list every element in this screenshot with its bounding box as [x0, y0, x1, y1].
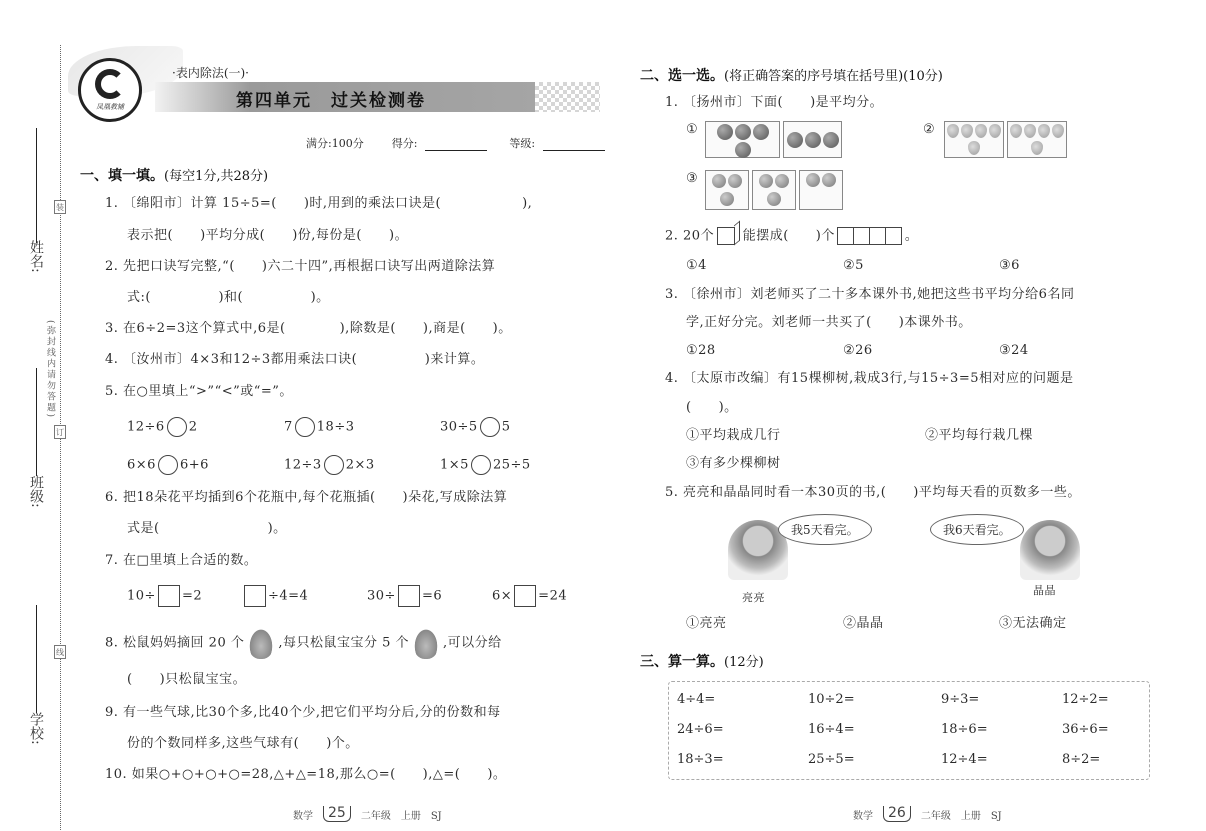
s1-q9-line2: 份的个数同样多,这些气球有( )个。 — [127, 736, 359, 751]
fill-box-input[interactable] — [398, 585, 420, 607]
compare-circle-input[interactable] — [471, 455, 491, 475]
calc-item: 12÷4= — [941, 752, 988, 767]
s1-q2-line1: 2. 先把口诀写完整,“( )六二十四”,再根据口诀写出两道除法算 — [105, 259, 496, 274]
fill-left: 10÷ — [127, 588, 156, 604]
tomato-group-box — [705, 170, 749, 210]
score-label: 得分: — [391, 137, 418, 150]
publisher-logo — [78, 58, 142, 122]
calc-item: 36÷6= — [1062, 722, 1109, 737]
s1-q6-line2: 式是( )。 — [127, 521, 287, 536]
logo-swirl-icon — [95, 69, 125, 99]
s2-q3-option[interactable]: ②26 — [843, 343, 873, 358]
s2-q5-option[interactable]: ①亮亮 — [686, 616, 727, 631]
grade-field[interactable] — [543, 139, 605, 151]
s2-q2-option[interactable]: ②5 — [843, 258, 864, 273]
class-label: 班级: — [28, 475, 44, 508]
score-field[interactable] — [425, 139, 487, 151]
compare-right: 2 — [188, 419, 198, 435]
checker-decoration — [535, 82, 600, 112]
school-label: 学校: — [28, 712, 44, 745]
strawberry-icon — [1010, 124, 1022, 138]
strawberry-icon — [1052, 124, 1064, 138]
cherry-icon — [787, 132, 803, 148]
strawberry-icon — [1038, 124, 1050, 138]
strawberry-group-box — [1007, 121, 1067, 158]
strawberry-icon — [947, 124, 959, 138]
margin-marker-mid: 订 — [54, 425, 66, 439]
s1-q1-line1: 1. 〔绵阳市〕计算 15÷5=( )时,用到的乘法口诀是( ), — [105, 196, 533, 211]
calc-item: 18÷3= — [677, 752, 724, 767]
s1-q6-line1: 6. 把18朵花平均插到6个花瓶中,每个花瓶插( )朵花,写成除法算 — [105, 490, 508, 505]
compare-left: 7 — [284, 419, 293, 435]
girl-name: 晶晶 — [1033, 584, 1056, 597]
calc-item: 18÷6= — [941, 722, 988, 737]
cherry-icon — [823, 132, 839, 148]
s2-q3-line1: 3. 〔徐州市〕刘老师买了二十多本课外书,她把这些书平均分给6名同 — [665, 287, 1075, 302]
q8-text-1: 8. 松鼠妈妈摘回 20 个 — [105, 635, 245, 651]
tomato-icon — [759, 174, 773, 188]
section1-title-text: 一、填一填。 — [80, 168, 164, 184]
cherry-icon — [805, 132, 821, 148]
fill-box-item — [492, 585, 567, 607]
strawberry-icon — [961, 124, 973, 138]
name-blank-line — [36, 128, 37, 243]
compare-circle-input[interactable] — [295, 417, 315, 437]
unit-subtitle: ·表内除法(一)· — [172, 66, 249, 80]
strawberry-icon — [968, 141, 980, 155]
q2-text-1: 2. 20个 — [665, 228, 715, 244]
compare-item — [127, 417, 198, 437]
section1-title — [80, 165, 268, 185]
compare-item — [127, 455, 209, 475]
s2-q4-line2: ( )。 — [686, 400, 738, 415]
s2-q4-line1: 4. 〔太原市改编〕有15棵柳树,栽成3行,与15÷3=5相对应的问题是 — [665, 371, 1074, 386]
cherry-icon — [717, 124, 733, 140]
compare-item — [440, 455, 531, 475]
pinecone-icon — [413, 627, 439, 659]
fill-box-item — [367, 585, 442, 607]
s2-q2-option[interactable]: ③6 — [999, 258, 1020, 273]
calculation-box — [668, 681, 1150, 780]
compare-left: 1×5 — [440, 457, 469, 473]
four-cube-row-icon — [838, 227, 902, 245]
compare-circle-input[interactable] — [158, 455, 178, 475]
calc-item: 16÷4= — [808, 722, 855, 737]
s1-q10: 10. 如果○+○+○+○=28,△+△=18,那么○=( ),△=( )。 — [105, 767, 507, 782]
fill-right: =2 — [181, 588, 203, 604]
boy-name: 亮亮 — [742, 591, 765, 604]
compare-item — [284, 455, 375, 475]
strawberry-icon — [1024, 124, 1036, 138]
tomato-icon — [775, 174, 789, 188]
s2-q3-line2: 学,正好分完。刘老师一共买了( )本课外书。 — [686, 315, 972, 330]
compare-right: 6+6 — [179, 457, 209, 473]
s2-q5-option[interactable]: ③无法确定 — [999, 616, 1067, 631]
section3-title-text: 三、算一算。 — [640, 654, 724, 670]
tomato-icon — [806, 173, 820, 187]
section1-note: (每空1分,共28分) — [164, 169, 269, 184]
girl-reading-illustration — [1020, 520, 1080, 580]
school-blank-line — [36, 605, 37, 713]
calc-item: 24÷6= — [677, 722, 724, 737]
girl-speech-bubble: 我6天看完。 — [930, 514, 1024, 545]
fill-right: =24 — [538, 588, 568, 604]
section3-title — [640, 651, 764, 671]
q8-text-3: ,可以分给 — [443, 635, 502, 651]
cherry-group-box — [705, 121, 780, 158]
section2-note: (将正确答案的序号填在括号里)(10分) — [724, 69, 943, 84]
calc-item: 9÷3= — [941, 692, 980, 707]
tomato-icon — [822, 173, 836, 187]
tomato-icon — [720, 192, 734, 206]
tomato-icon — [712, 174, 726, 188]
calc-item: 8÷2= — [1062, 752, 1101, 767]
s2-q4-option[interactable]: ②平均每行栽几棵 — [925, 428, 1034, 443]
compare-left: 6×6 — [127, 457, 156, 473]
page-footer-right — [853, 806, 1002, 822]
q8-text-2: ,每只松鼠宝宝分 5 个 — [278, 635, 410, 651]
fill-left: 30÷ — [367, 588, 396, 604]
s2-q3-option[interactable]: ③24 — [999, 343, 1029, 358]
tomato-icon — [767, 192, 781, 206]
strawberry-icon — [975, 124, 987, 138]
q2-text-2: 能摆成( )个 — [742, 228, 835, 244]
tomato-group-box — [799, 170, 843, 210]
footer-subject: 数学 — [853, 811, 873, 822]
s2-q1-option1-label: ① — [686, 122, 699, 137]
compare-right: 2×3 — [345, 457, 375, 473]
q2-text-3: 。 — [904, 228, 919, 244]
strawberry-group-box — [944, 121, 1004, 158]
s2-q2-option[interactable]: ①4 — [686, 258, 707, 273]
tomato-group-box — [752, 170, 796, 210]
s2-q2 — [665, 227, 918, 245]
s1-q7: 7. 在□里填上合适的数。 — [105, 553, 258, 568]
s2-q5: 5. 亮亮和晶晶同时看一本30页的书,( )平均每天看的页数多一些。 — [665, 485, 1081, 500]
compare-item — [440, 417, 511, 437]
compare-left: 30÷5 — [440, 419, 478, 435]
s2-q5-option[interactable]: ②晶晶 — [843, 616, 884, 631]
strawberry-icon — [1031, 141, 1043, 155]
s1-q3: 3. 在6÷2=3这个算式中,6是( ),除数是( ),商是( )。 — [105, 321, 512, 336]
grade-label: 等级: — [509, 137, 536, 150]
s2-q4-option[interactable]: ③有多少棵柳树 — [686, 456, 781, 471]
fill-box-input[interactable] — [514, 585, 536, 607]
compare-right: 5 — [501, 419, 511, 435]
page-title: 第四单元 过关检测卷 — [236, 91, 426, 111]
page-footer-left — [293, 806, 442, 822]
section2-title — [640, 65, 943, 85]
compare-right: 25÷5 — [492, 457, 531, 473]
s2-q1-option3-label: ③ — [686, 171, 699, 186]
page-number: 26 — [883, 806, 911, 822]
compare-circle-input[interactable] — [480, 417, 500, 437]
calc-item: 25÷5= — [808, 752, 855, 767]
compare-circle-input[interactable] — [167, 417, 187, 437]
name-label: 姓名: — [28, 240, 44, 273]
single-cube-icon — [717, 227, 735, 245]
margin-note: (弥封线内请勿答题) — [45, 320, 55, 420]
fill-right: ÷4=4 — [268, 588, 309, 604]
s1-q1-line2: 表示把( )平均分成( )份,每份是( )。 — [127, 228, 409, 243]
footer-grade: 二年级 上册 SJ — [360, 811, 442, 822]
s2-q3-option[interactable]: ①28 — [686, 343, 716, 358]
fill-box-input[interactable] — [158, 585, 180, 607]
full-score: 满分:100分 — [306, 137, 364, 150]
s1-q2-line2: 式:( )和( )。 — [127, 290, 330, 305]
compare-item — [284, 417, 355, 437]
cherry-icon — [735, 142, 751, 158]
section3-note: (12分) — [724, 655, 764, 670]
compare-right: 18÷3 — [316, 419, 355, 435]
calc-item: 4÷4= — [677, 692, 716, 707]
compare-circle-input[interactable] — [324, 455, 344, 475]
class-blank-line — [36, 368, 37, 476]
footer-subject: 数学 — [293, 811, 313, 822]
fill-box-item — [127, 585, 202, 607]
s1-q8-line2: ( )只松鼠宝宝。 — [127, 672, 247, 687]
footer-grade: 二年级 上册 SJ — [920, 811, 1002, 822]
boy-speech-bubble: 我5天看完。 — [778, 514, 872, 545]
section2-title-text: 二、选一选。 — [640, 68, 724, 84]
calc-item: 12÷2= — [1062, 692, 1109, 707]
compare-left: 12÷6 — [127, 419, 165, 435]
logo-text: 凤凰教辅 — [96, 102, 124, 111]
score-line — [306, 135, 605, 151]
fill-left: 6× — [492, 588, 513, 604]
compare-left: 12÷3 — [284, 457, 322, 473]
tomato-icon — [728, 174, 742, 188]
s2-q1-option2-label: ② — [923, 122, 936, 137]
page-number: 25 — [323, 806, 351, 822]
s1-q4: 4. 〔汝州市〕4×3和12÷3都用乘法口诀( )来计算。 — [105, 352, 485, 367]
cherry-group-box — [783, 121, 842, 158]
pinecone-icon — [248, 627, 274, 659]
s2-q4-option[interactable]: ①平均栽成几行 — [686, 428, 781, 443]
fill-box-item — [242, 585, 308, 607]
cherry-icon — [753, 124, 769, 140]
s1-q8-line1 — [105, 627, 502, 659]
fill-right: =6 — [421, 588, 443, 604]
calc-item: 10÷2= — [808, 692, 855, 707]
strawberry-icon — [989, 124, 1001, 138]
s1-q5: 5. 在○里填上“>”“<”或“=”。 — [105, 384, 293, 399]
margin-marker-top: 装 — [54, 200, 66, 214]
fill-box-input[interactable] — [244, 585, 266, 607]
margin-marker-bottom: 线 — [54, 645, 66, 659]
s1-q9-line1: 9. 有一些气球,比30个多,比40个少,把它们平均分后,分的份数和每 — [105, 705, 501, 720]
s2-q1: 1. 〔扬州市〕下面( )是平均分。 — [665, 95, 884, 110]
cherry-icon — [735, 124, 751, 140]
